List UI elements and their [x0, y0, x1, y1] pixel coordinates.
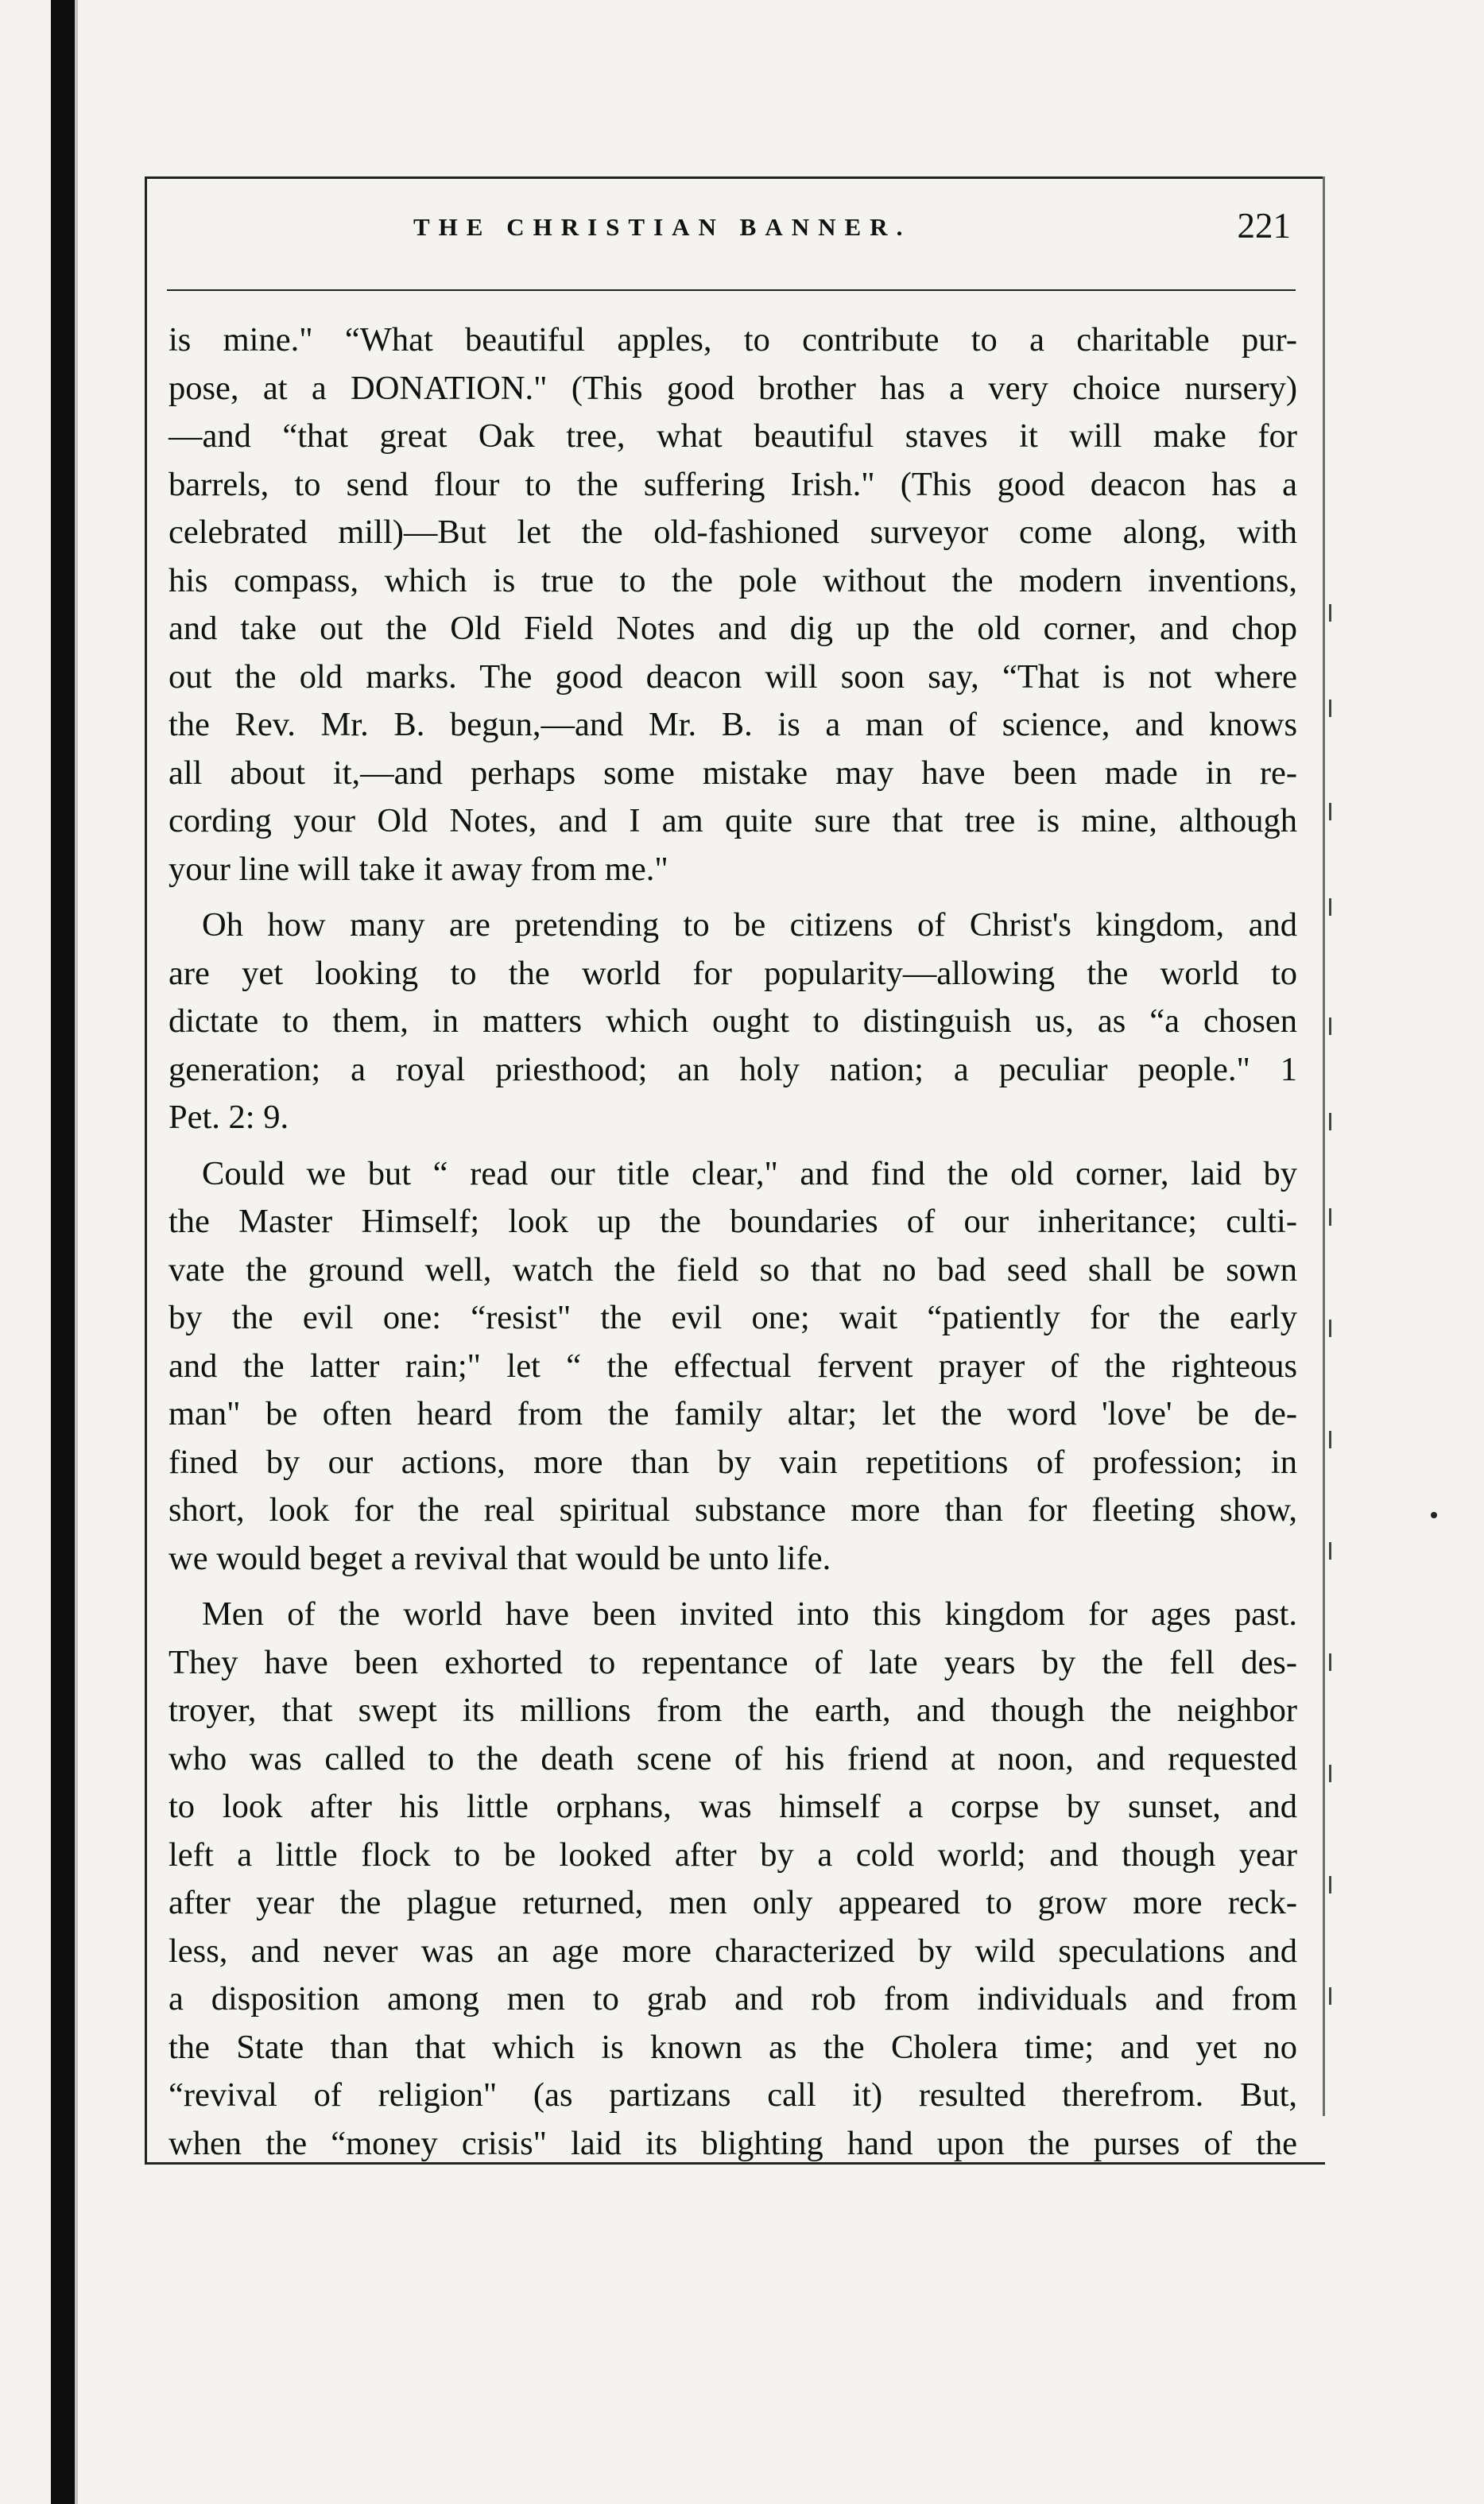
stray-ink-mark [1431, 1512, 1437, 1518]
frame-left-rule [145, 176, 147, 2164]
text-line: who was called to the death scene of his friend at noon, and requested [169, 1739, 1297, 1777]
text-line: generation; a royal priesthood; an holy nation; a peculiar people." 1 [169, 1050, 1297, 1088]
margin-print-marks [1329, 604, 1345, 2114]
text-line: pose, at a DONATION." (This good brother has a very choice nursery) [169, 369, 1297, 407]
text-line: the Master Himself; look up the boundaries of our inheritance; culti- [169, 1203, 1297, 1240]
body-text [169, 316, 1297, 2168]
text-line: less, and never was an age more characterized by wild speculations and [169, 1932, 1297, 1970]
text-line: man" be often heard from the family altar; let the word 'love' be de- [169, 1395, 1297, 1432]
text-line: barrels, to send flour to the suffering Irish." (This good deacon has a [169, 465, 1297, 503]
text-line: fined by our actions, more than by vain repetitions of profession; in [169, 1443, 1297, 1481]
text-line: all about it,—and perhaps some mistake may have been made in re- [169, 754, 1297, 792]
text-line: short, look for the real spiritual substance more than for fleeting show, [169, 1491, 1297, 1529]
text-line: cording your Old Notes, and I am quite sure that tree is mine, although [169, 802, 1297, 839]
text-line: Men of the world have been invited into this kingdom for ages past. [202, 1595, 1297, 1633]
text-line: —and “that great Oak tree, what beautiful staves it will make for [169, 417, 1297, 455]
running-title: THE CHRISTIAN BANNER. [413, 213, 912, 241]
text-line: your line will take it away from me." [169, 850, 668, 888]
text-line: by the evil one: “resist" the evil one; wait “patiently for the early [169, 1299, 1297, 1336]
text-line: and take out the Old Field Notes and dig up the old corner, and chop [169, 610, 1297, 647]
text-line: Pet. 2: 9. [169, 1099, 289, 1136]
text-line: vate the ground well, watch the field so that no bad seed shall be sown [169, 1250, 1297, 1289]
text-line: Oh how many are pretending to be citizens of Christ's kingdom, and [202, 906, 1297, 944]
text-line: we would beget a revival that would be unto life. [169, 1539, 831, 1577]
text-line: and the latter rain;" let “ the effectual fervent prayer of the righteous [169, 1347, 1297, 1385]
text-line: are yet looking to the world for popularity—allowing the world to [169, 954, 1297, 992]
frame-right-rule [1323, 176, 1325, 2116]
binding-edge [75, 0, 78, 2504]
text-line: Could we but “ read our title clear," and find the old corner, laid by [202, 1154, 1297, 1192]
text-line: when the “money crisis" laid its blighting hand upon the purses of the [169, 2124, 1297, 2162]
page-number: 221 [1237, 206, 1291, 246]
frame-top-rule [145, 176, 1323, 179]
text-line: They have been exhorted to repentance of late years by the fell des- [169, 1643, 1297, 1681]
binding-shadow [51, 0, 75, 2504]
text-line: the Rev. Mr. B. begun,—and Mr. B. is a man of science, and knows [169, 706, 1297, 743]
text-line: the State than that which is known as the Cholera time; and yet no [169, 2028, 1297, 2066]
text-line: a disposition among men to grab and rob from individuals and from [169, 1980, 1297, 2018]
text-line: to look after his little orphans, was himself a corpse by sunset, and [169, 1788, 1297, 1825]
text-line: celebrated mill)—But let the old-fashioned surveyor come along, with [169, 514, 1297, 551]
text-line: after year the plague returned, men only appeared to grow more reck- [169, 1884, 1297, 1921]
page-header [159, 205, 1304, 253]
text-line: left a little flock to be looked after by a cold world; and though year [169, 1835, 1297, 1874]
text-line: dictate to them, in matters which ought to distinguish us, as “a chosen [169, 1002, 1297, 1040]
text-line: is mine." “What beautiful apples, to contribute to a charitable pur- [169, 321, 1297, 359]
text-line: “revival of religion" (as partizans call it) resulted therefrom. But, [169, 2076, 1297, 2114]
text-line: troyer, that swept its millions from the earth, and though the neighbor [169, 1692, 1297, 1729]
header-rule [167, 289, 1296, 291]
text-line: his compass, which is true to the pole without the modern inventions, [169, 561, 1297, 599]
text-line: out the old marks. The good deacon will soon say, “That is not where [169, 657, 1297, 696]
